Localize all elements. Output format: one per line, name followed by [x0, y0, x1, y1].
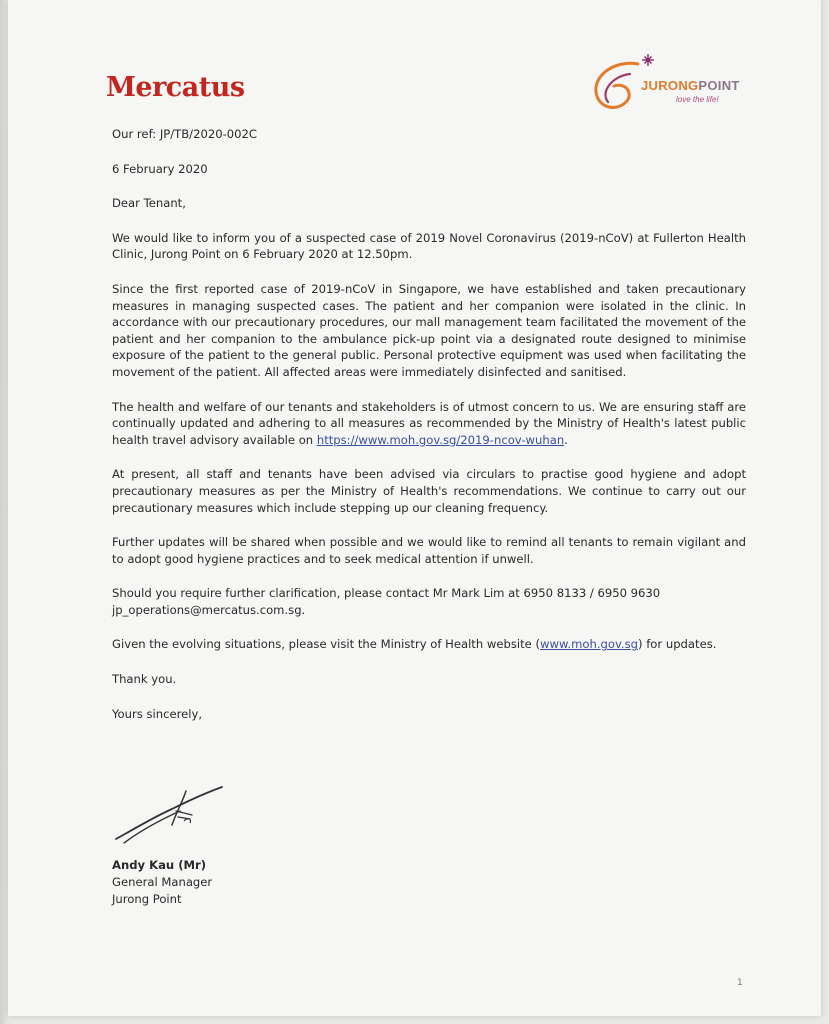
letter-date: 6 February 2020: [112, 161, 208, 176]
paragraph-3: The health and welfare of our tenants and stakeholders is of utmost concern to us. We are ensuring staff are continually updated and adhering to all measures as recommended by the Ministry of Health's latest public health travel advisory available on https://www.moh.gov.sg/2019-ncov-wuhan.: [112, 399, 746, 447]
page-number: 1: [737, 978, 743, 988]
jurong-point-tagline: love the life!: [676, 95, 719, 104]
thank-you: Thank you.: [112, 672, 177, 687]
letter-body: [112, 126, 746, 722]
contact-email: jp_operations@mercatus.com.sg.: [112, 602, 306, 617]
signatory-org: Jurong Point: [112, 892, 182, 906]
mercatus-logo: Mercatus: [106, 72, 245, 103]
paragraph-5: Further updates will be shared when possible and we would like to remind all tenants to remain vigilant and to adopt good hygiene practices and to seek medical attention if unwell.: [112, 535, 746, 566]
signatory-title: General Manager: [112, 875, 213, 889]
paragraph-6: Should you require further clarification, please contact Mr Mark Lim at 6950 8133 / 6950 9630: [112, 586, 661, 601]
signatory-block: [112, 857, 212, 908]
paragraph-1: We would like to inform you of a suspected case of 2019 Novel Coronavirus (2019-nCoV) at Fullerton Health Clinic, Jurong Point on 6 February 2020 at 12.50pm.: [112, 230, 746, 262]
jurong-point-wordmark: JURONGPOINT: [641, 78, 740, 93]
closing: Yours sincerely,: [112, 706, 203, 721]
handwritten-signature: [114, 781, 234, 851]
letter-page: [8, 0, 821, 1016]
reference-line: Our ref: JP/TB/2020-002C: [112, 127, 258, 141]
signatory-name: Andy Kau (Mr): [112, 858, 207, 872]
salutation: Dear Tenant,: [112, 196, 186, 211]
paragraph-7: Given the evolving situations, please visit the Ministry of Health website (www.moh.gov.sg) for updates.: [112, 637, 717, 652]
moh-advisory-link[interactable]: https://www.moh.gov.sg/2019-ncov-wuhan: [316, 432, 565, 447]
jurong-point-logo: [586, 52, 756, 118]
moh-website-link[interactable]: www.moh.gov.sg: [540, 637, 639, 652]
paragraph-2: Since the first reported case of 2019-nCoV in Singapore, we have established and taken precautionary measures in managing suspected cases. The patient and her companion were isolated in the clinic. In accordance with our precautionary procedures, our mall management team facilitated the movement of the patient and her companion to the ambulance pick-up point via a designated route designed to minimise exposure of the patient to the general public. Personal protective equipment was used when facilitating the movement of the patient. All affected areas were immediately disinfected and sanitised.: [112, 281, 746, 379]
paragraph-4: At present, all staff and tenants have been advised via circulars to practise good hygiene and adopt precautionary measures as per the Ministry of Health's recommendations. We continue to carry out our precautionary measures which include stepping up our cleaning frequency.: [112, 467, 746, 515]
